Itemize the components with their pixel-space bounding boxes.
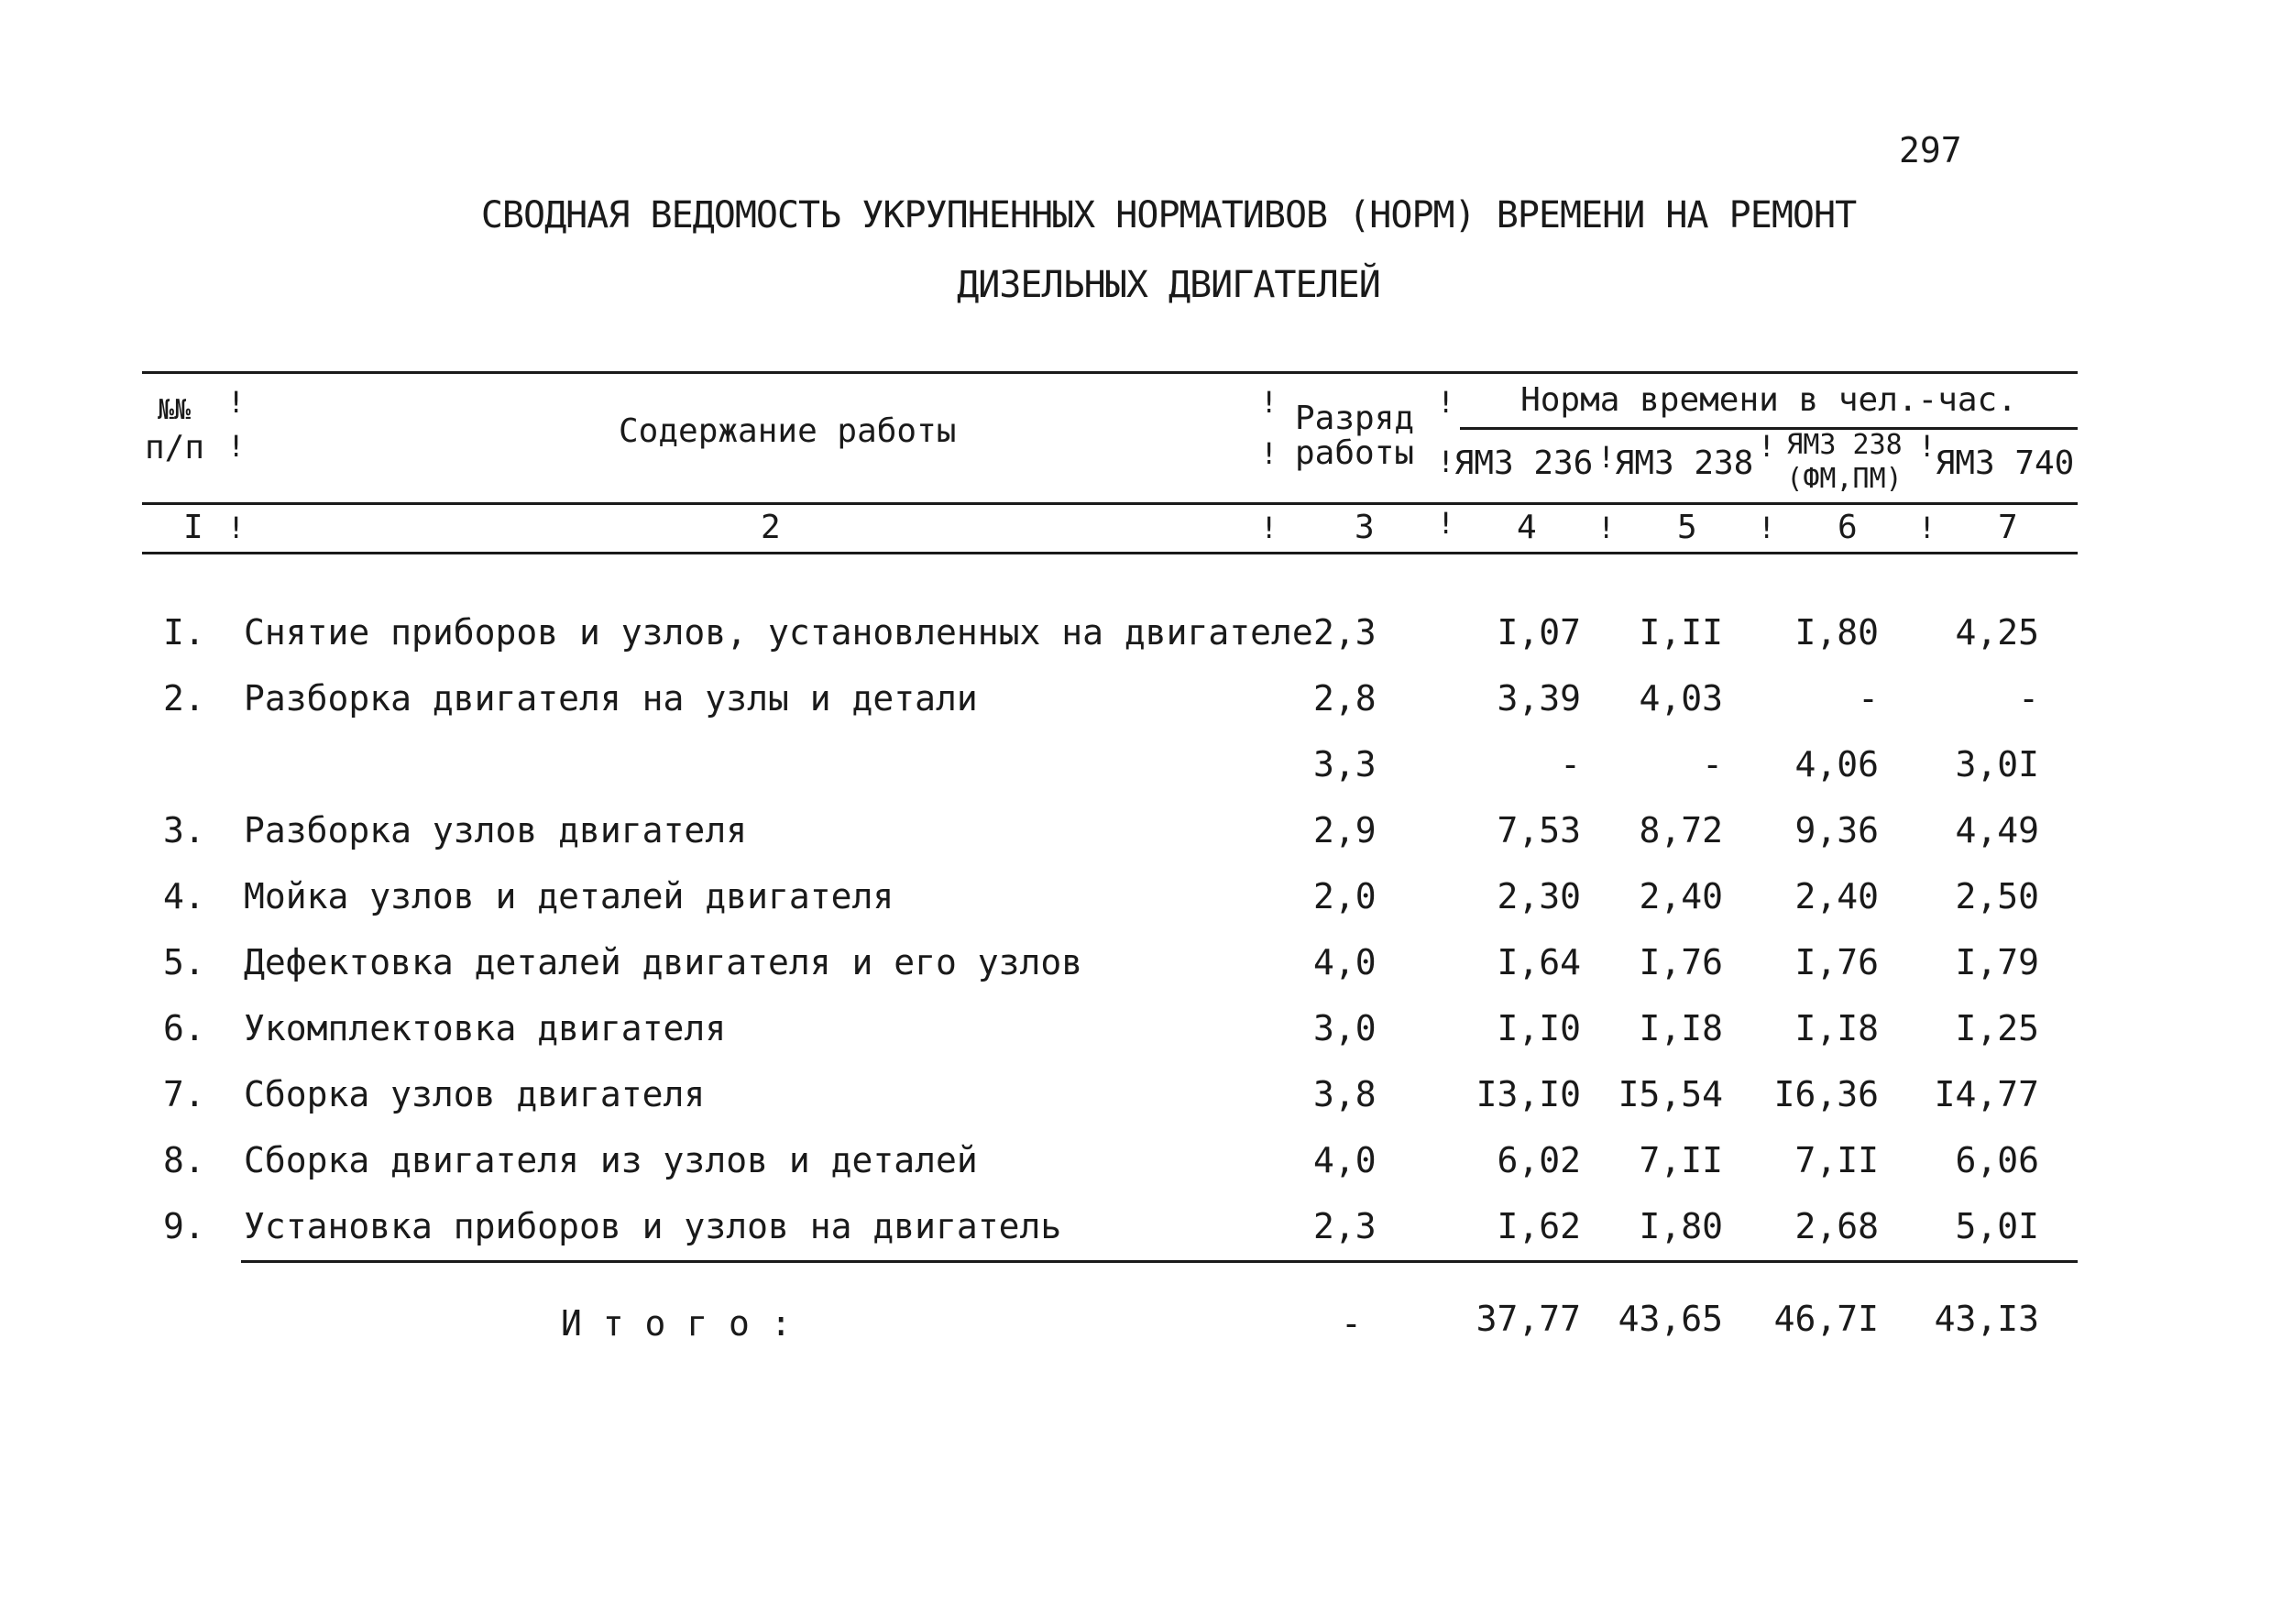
- row-grade: 3,3: [1313, 744, 1377, 785]
- row-value-ymz238: I,80: [1639, 1206, 1723, 1246]
- row-value-ymz238-fm-pm: 4,06: [1794, 744, 1879, 785]
- index-sep: !: [1758, 510, 1776, 545]
- index-col5: 5: [1677, 509, 1697, 546]
- header-sep: !: [227, 429, 246, 464]
- row-number: 8.: [163, 1140, 205, 1180]
- row-grade: 3,0: [1313, 1008, 1377, 1048]
- header-col5: ЯМЗ 238: [1614, 444, 1754, 482]
- row-grade: 4,0: [1313, 1140, 1377, 1180]
- header-num-line2: п/п: [145, 429, 205, 466]
- header-col4: ЯМЗ 236: [1454, 444, 1594, 482]
- total-label: И т о г о :: [561, 1303, 792, 1344]
- header-sep: !: [1758, 429, 1776, 464]
- row-number: 2.: [163, 678, 205, 719]
- header-grade-line2: работы: [1295, 434, 1415, 472]
- total-value-ymz238: 43,65: [1618, 1299, 1723, 1339]
- index-bottom-rule: [142, 552, 2078, 554]
- row-value-ymz740: 4,49: [1955, 810, 2039, 850]
- index-col1: I: [183, 509, 203, 546]
- index-col7: 7: [1998, 509, 2018, 546]
- row-number: 6.: [163, 1008, 205, 1048]
- row-content: Сборка узлов двигателя: [244, 1074, 706, 1114]
- row-value-ymz238-fm-pm: I,I8: [1794, 1008, 1879, 1048]
- row-value-ymz238: -: [1702, 744, 1723, 785]
- row-value-ymz740: -: [2018, 678, 2039, 719]
- document-subtitle: ДИЗЕЛЬНЫХ ДВИГАТЕЛЕЙ: [957, 264, 1380, 306]
- table-top-rule: [142, 371, 2078, 374]
- row-value-ymz238: I5,54: [1618, 1074, 1723, 1114]
- row-value-ymz238: I,76: [1639, 942, 1723, 982]
- row-number: 3.: [163, 810, 205, 850]
- row-value-ymz236: I,64: [1497, 942, 1581, 982]
- row-number: 9.: [163, 1206, 205, 1246]
- index-col6: 6: [1838, 509, 1858, 546]
- row-grade: 2,3: [1313, 1206, 1377, 1246]
- header-num-line1: №№: [158, 394, 192, 426]
- row-value-ymz236: I3,I0: [1476, 1074, 1581, 1114]
- index-sep: !: [1260, 510, 1278, 545]
- row-content: Мойка узлов и деталей двигателя: [244, 876, 894, 916]
- total-value-ymz236: 37,77: [1476, 1299, 1581, 1339]
- row-value-ymz238: 8,72: [1639, 810, 1723, 850]
- row-value-ymz740: 4,25: [1955, 612, 2039, 653]
- header-col6-line1: ЯМЗ 238: [1786, 429, 1903, 461]
- row-content: Разборка узлов двигателя: [244, 810, 748, 850]
- row-number: I.: [163, 612, 205, 653]
- header-sep: !: [1437, 385, 1455, 420]
- row-value-ymz238: 7,II: [1639, 1140, 1723, 1180]
- row-value-ymz236: 2,30: [1497, 876, 1581, 916]
- row-grade: 2,8: [1313, 678, 1377, 719]
- index-sep: !: [227, 510, 246, 545]
- header-sep: !: [1597, 440, 1616, 475]
- row-value-ymz236: 7,53: [1497, 810, 1581, 850]
- row-grade: 2,9: [1313, 810, 1377, 850]
- row-number: 7.: [163, 1074, 205, 1114]
- header-content: Содержание работы: [619, 412, 957, 450]
- row-value-ymz236: I,07: [1497, 612, 1581, 653]
- header-grade-line1: Разряд: [1295, 400, 1415, 437]
- row-value-ymz238-fm-pm: I,76: [1794, 942, 1879, 982]
- total-grade: -: [1341, 1303, 1362, 1344]
- row-value-ymz236: 6,02: [1497, 1140, 1581, 1180]
- header-col7: ЯМЗ 740: [1935, 444, 2075, 482]
- row-value-ymz740: I,25: [1955, 1008, 2039, 1048]
- index-sep: !: [1437, 506, 1455, 541]
- row-content: Снятие приборов и узлов, установленных на двигателе: [244, 612, 1313, 653]
- row-value-ymz238: I,II: [1639, 612, 1723, 653]
- index-col3: 3: [1355, 509, 1375, 546]
- row-value-ymz740: 6,06: [1955, 1140, 2039, 1180]
- row-value-ymz238-fm-pm: 2,68: [1794, 1206, 1879, 1246]
- row-value-ymz740: I4,77: [1934, 1074, 2039, 1114]
- document-title: СВОДНАЯ ВЕДОМОСТЬ УКРУПНЕННЫХ НОРМАТИВОВ (НОРМ) ВРЕМЕНИ НА РЕМОНТ: [480, 194, 1857, 236]
- row-number: 4.: [163, 876, 205, 916]
- header-col6-line2: (ФМ,ПМ): [1786, 463, 1903, 495]
- row-value-ymz740: 3,0I: [1955, 744, 2039, 785]
- row-value-ymz238: 4,03: [1639, 678, 1723, 719]
- header-sep: !: [1260, 436, 1278, 471]
- row-content: Укомплектовка двигателя: [244, 1008, 727, 1048]
- total-value-ymz740: 43,I3: [1934, 1299, 2039, 1339]
- header-sep: !: [1260, 385, 1278, 420]
- row-content: Установка приборов и узлов на двигатель: [244, 1206, 1062, 1246]
- row-value-ymz238: 2,40: [1639, 876, 1723, 916]
- row-content: Разборка двигателя на узлы и детали: [244, 678, 978, 719]
- row-grade: 2,0: [1313, 876, 1377, 916]
- row-number: 5.: [163, 942, 205, 982]
- page-number: 297: [1899, 130, 1962, 170]
- total-value-ymz238-fm-pm: 46,7I: [1773, 1299, 1879, 1339]
- row-value-ymz238-fm-pm: -: [1858, 678, 1879, 719]
- index-sep: !: [1918, 510, 1936, 545]
- header-bottom-rule: [142, 502, 2078, 505]
- row-value-ymz236: I,I0: [1497, 1008, 1581, 1048]
- index-col2: 2: [761, 509, 781, 546]
- row-value-ymz236: I,62: [1497, 1206, 1581, 1246]
- header-sep: !: [1437, 444, 1455, 479]
- row-value-ymz740: 5,0I: [1955, 1206, 2039, 1246]
- row-value-ymz238: I,I8: [1639, 1008, 1723, 1048]
- row-value-ymz236: -: [1560, 744, 1581, 785]
- row-value-ymz238-fm-pm: I6,36: [1773, 1074, 1879, 1114]
- header-sep: !: [227, 385, 246, 420]
- header-sep: !: [1918, 429, 1936, 464]
- row-value-ymz740: I,79: [1955, 942, 2039, 982]
- row-grade: 4,0: [1313, 942, 1377, 982]
- row-value-ymz236: 3,39: [1497, 678, 1581, 719]
- row-content: Сборка двигателя из узлов и деталей: [244, 1140, 978, 1180]
- index-col4: 4: [1517, 509, 1537, 546]
- row-value-ymz740: 2,50: [1955, 876, 2039, 916]
- header-norm-group: Норма времени в чел.-час.: [1520, 381, 2017, 419]
- row-grade: 2,3: [1313, 612, 1377, 653]
- total-rule: [241, 1260, 2078, 1263]
- index-sep: !: [1597, 510, 1616, 545]
- row-grade: 3,8: [1313, 1074, 1377, 1114]
- row-value-ymz238-fm-pm: 7,II: [1794, 1140, 1879, 1180]
- row-content: Дефектовка деталей двигателя и его узлов: [244, 942, 1083, 982]
- row-value-ymz238-fm-pm: I,80: [1794, 612, 1879, 653]
- row-value-ymz238-fm-pm: 2,40: [1794, 876, 1879, 916]
- row-value-ymz238-fm-pm: 9,36: [1794, 810, 1879, 850]
